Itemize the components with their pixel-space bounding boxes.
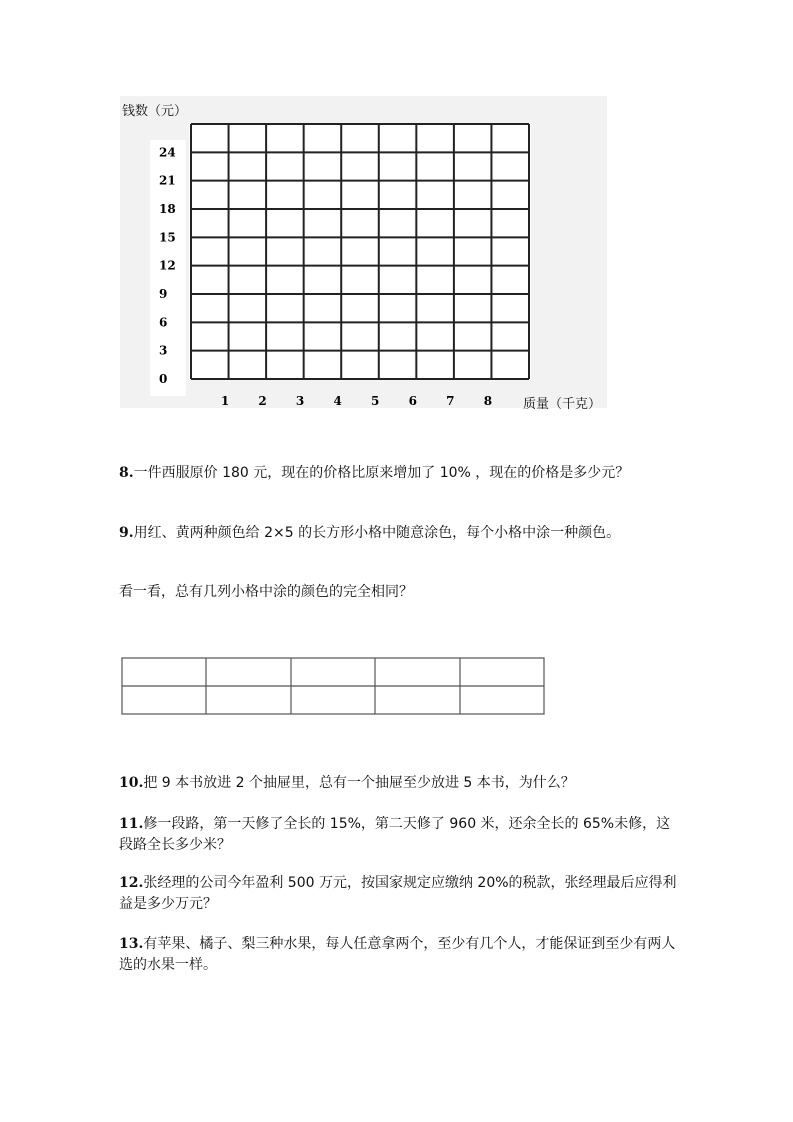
y-tick-label: 18 <box>159 202 176 216</box>
question-number: 11. <box>119 816 144 832</box>
y-tick-label: 0 <box>159 372 168 386</box>
question-number: 12. <box>119 875 144 891</box>
y-tick-label: 21 <box>159 173 176 188</box>
question-number: 9. <box>119 525 134 541</box>
question-12 <box>119 873 679 915</box>
question-13 <box>119 934 679 976</box>
x-tick-label: 6 <box>408 394 417 408</box>
question-number: 8. <box>119 465 134 481</box>
question-text: 把 9 本书放进 2 个抽屉里，总有一个抽屉至少放进 5 本书，为什么？ <box>143 775 575 791</box>
question-9-followup <box>119 582 679 603</box>
y-tick-label: 6 <box>159 315 168 330</box>
question-10 <box>119 773 739 794</box>
x-axis-title: 质量（千克） <box>523 397 602 412</box>
question-number: 10. <box>119 775 144 791</box>
y-axis-title: 钱数（元） <box>122 104 188 119</box>
question-text: 修一段路，第一天修了全长的 15%，第二天修了 960 米，还余全长的 65%未修，这段路全长多少米？ <box>119 816 671 853</box>
x-tick-label: 4 <box>333 394 342 408</box>
question-11 <box>119 814 679 856</box>
x-tick-label: 8 <box>483 394 493 408</box>
coloring-grid-2x5 <box>0 650 793 730</box>
question-9 <box>119 523 719 544</box>
question-text: 用红、黄两种颜色给 2×5 的长方形小格中随意涂色，每个小格中涂一种颜色。 <box>133 525 621 541</box>
question-text: 有苹果、橘子、梨三种水果，每人任意拿两个，至少有几个人，才能保证到至少有两人选的水果一样。 <box>119 936 676 973</box>
y-tick-label: 9 <box>159 287 168 301</box>
question-8 <box>119 463 679 484</box>
y-tick-label: 24 <box>159 145 176 160</box>
x-tick-label: 3 <box>295 394 305 408</box>
y-tick-label: 15 <box>159 230 176 245</box>
price-weight-grid-chart <box>0 0 793 420</box>
x-tick-label: 7 <box>446 394 455 408</box>
question-number: 13. <box>119 936 144 952</box>
x-tick-label: 2 <box>258 394 267 408</box>
x-tick-label: 5 <box>371 394 380 408</box>
question-text: 看一看，总有几列小格中涂的颜色的完全相同？ <box>119 584 413 600</box>
y-tick-label: 12 <box>159 258 176 273</box>
x-tick-label: 1 <box>220 394 230 408</box>
y-tick-label: 3 <box>159 343 168 358</box>
question-text: 张经理的公司今年盈利 500 万元，按国家规定应缴纳 20%的税款，张经理最后应得利益是多少万元？ <box>119 875 677 912</box>
question-text: 一件西服原价 180 元，现在的价格比原来增加了 10% ，现在的价格是多少元？ <box>133 465 630 481</box>
